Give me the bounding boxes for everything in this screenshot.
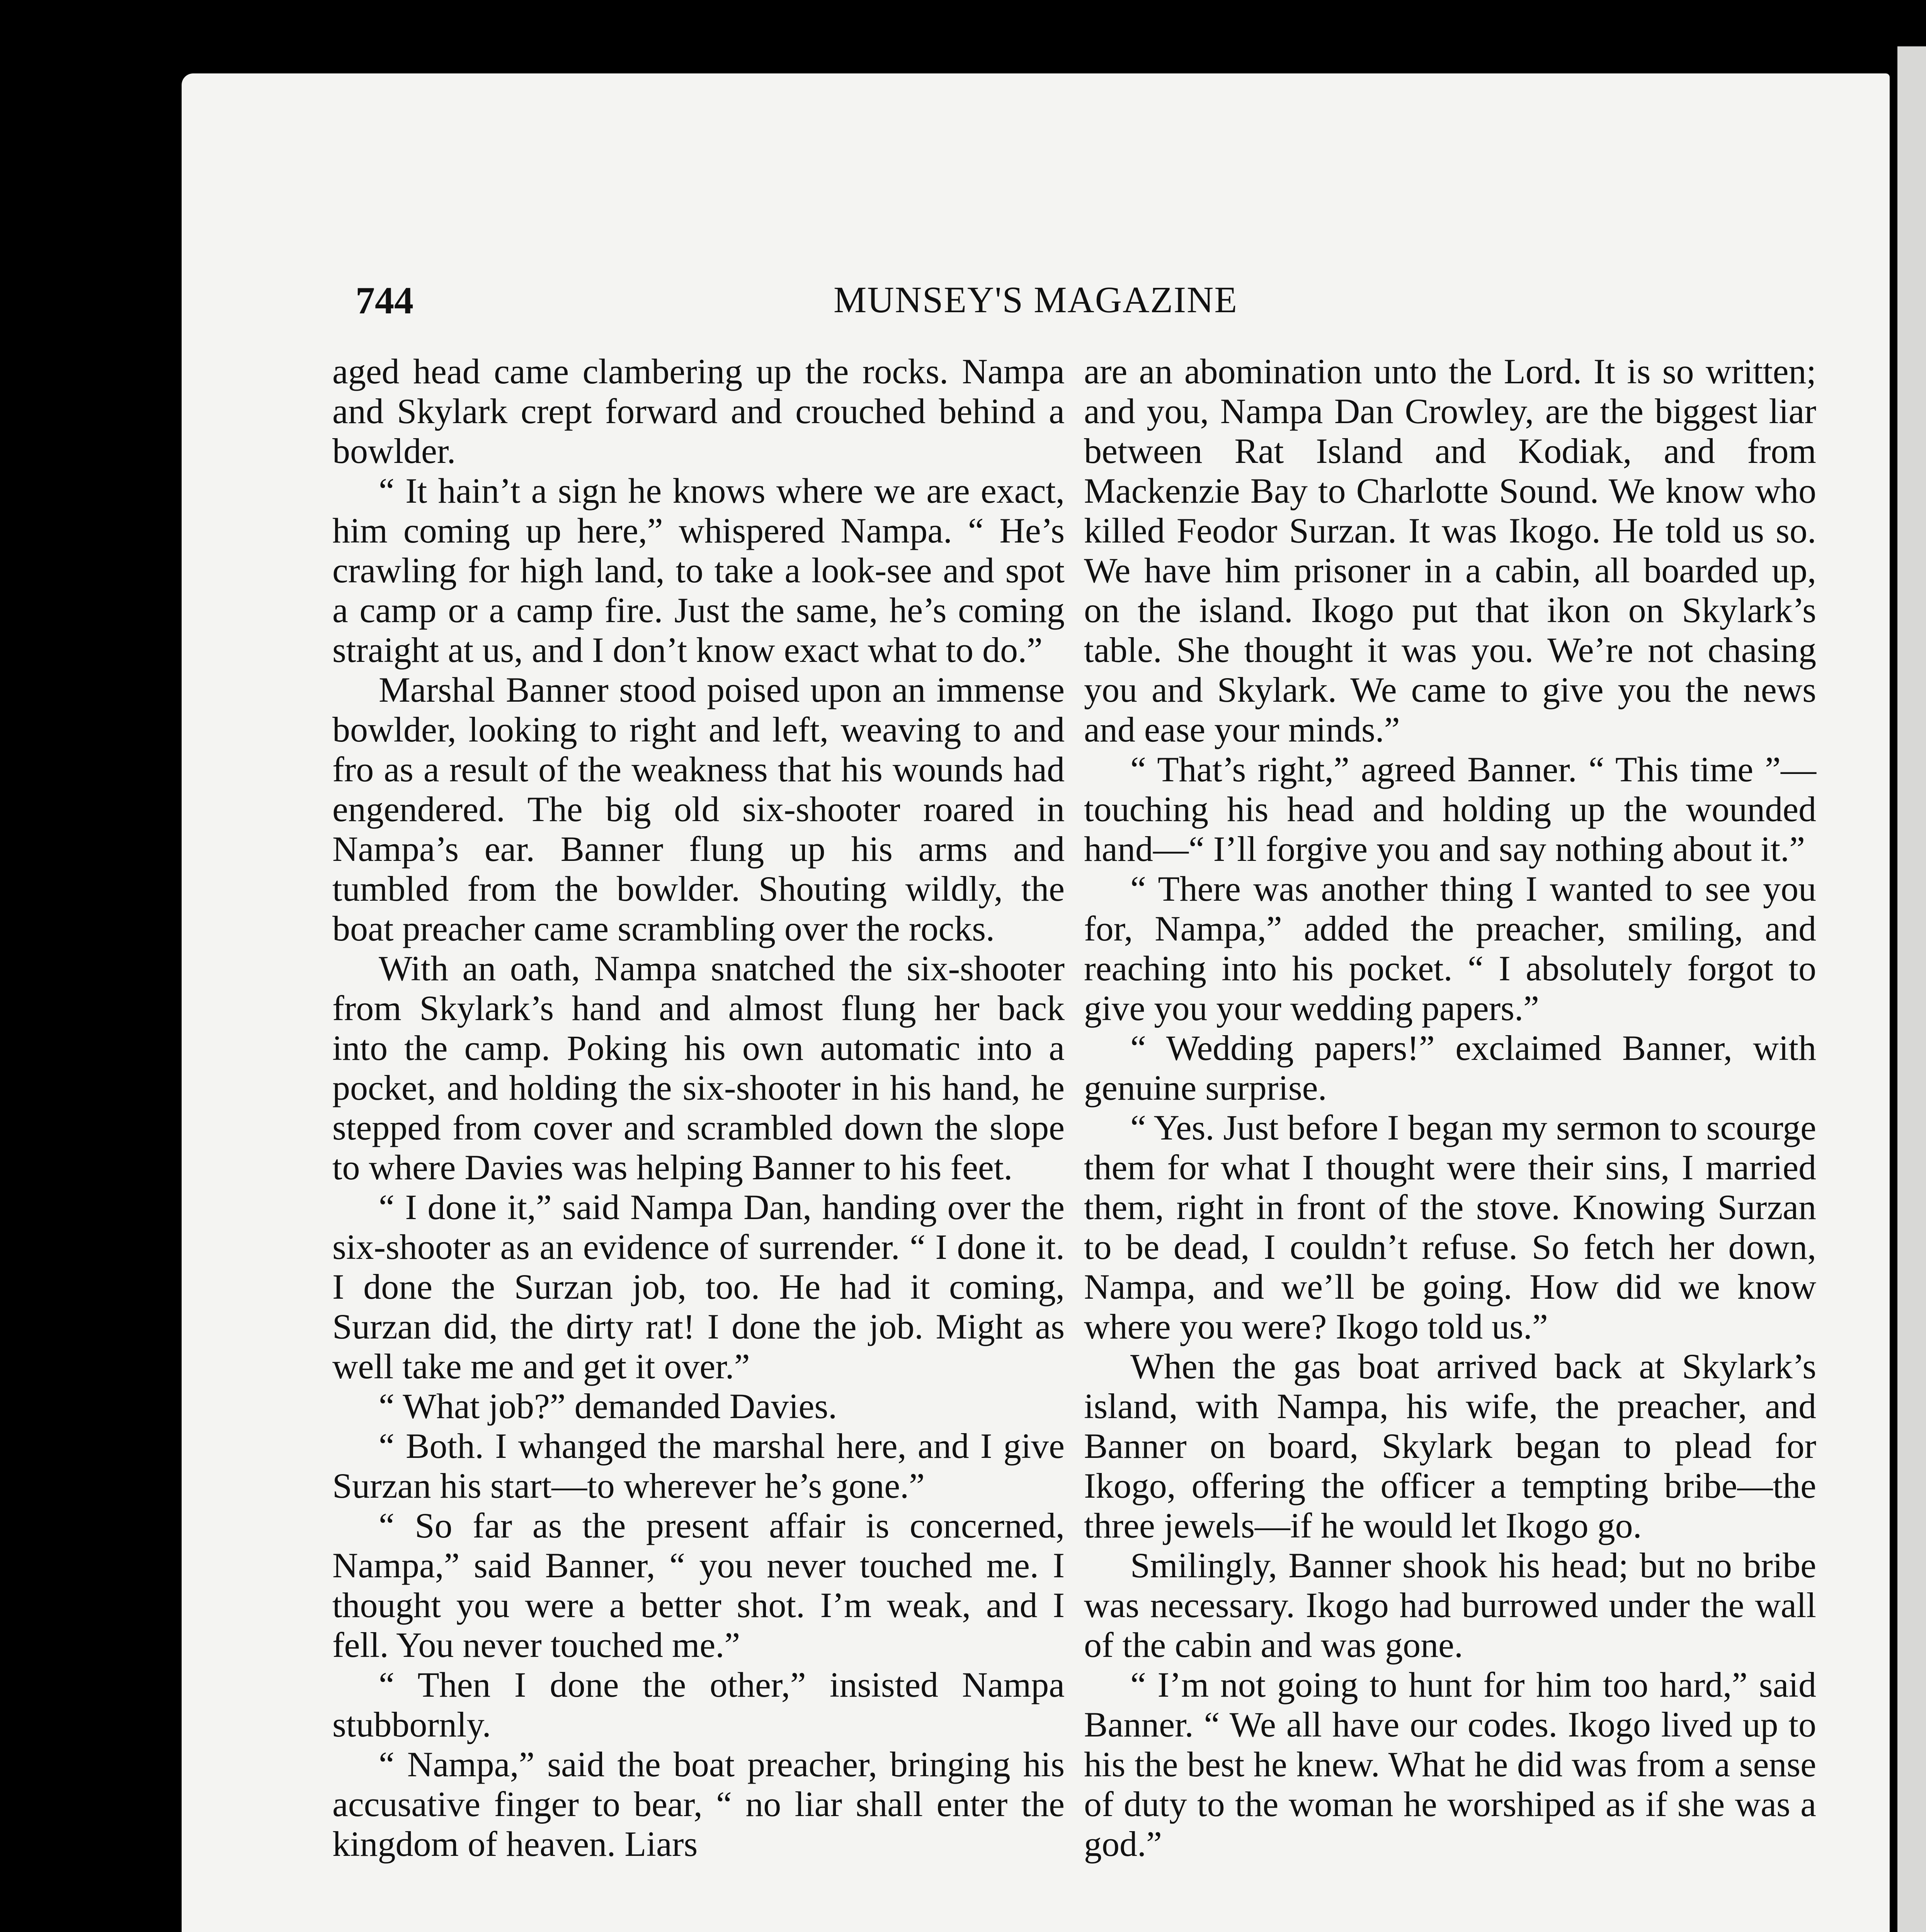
paragraph: With an oath, Nampa snatched the six-shooter from Skylark’s hand and almost flung her back into the camp. Poking his own automatic into a pocket, and holding the six-shooter in his hand, he stepped from cover and scrambled down the slope to where Davies was helping Banner to his feet.: [332, 949, 1065, 1187]
page-header: [182, 278, 1890, 325]
right-column: [1084, 352, 1816, 1864]
page-number: 744: [356, 279, 413, 322]
paragraph: “ What job?” demanded Davies.: [379, 1386, 837, 1426]
paragraph: “ I’m not going to hunt for him too hard,” said Banner. “ We all have our codes. Ikogo lived up to his the best he knew. What he did was from a sense of duty to the woman he worshiped as if she was a god.”: [1084, 1665, 1816, 1864]
paragraph: “ There was another thing I wanted to see you for, Nampa,” added the preacher, smiling, and reaching into his pocket. “ I absolutely forgot to give you your wedding papers.”: [1084, 869, 1816, 1028]
paragraph: Marshal Banner stood poised upon an immense bowlder, looking to right and left, weaving to and fro as a result of the weakness that his wounds had engendered. The big old six-shooter roared in Nampa’s ear. Banner flung up his arms and tumbled from the bowlder. Shouting wildly, the boat preacher came scrambling over the rocks.: [332, 670, 1065, 948]
paragraph: are an abomination unto the Lord. It is so written; and you, Nampa Dan Crowley, are the biggest liar between Rat Island and Kodiak, and from Mackenzie Bay to Charlotte Sound. We know who killed Feodor Surzan. It was Ikogo. He told us so. We have him prisoner in a cabin, all boarded up, on the island. Ikogo put that ikon on Skylark’s table. She thought it was you. We’re not chasing you and Skylark. We came to give you the news and ease your minds.”: [1084, 352, 1816, 749]
left-column: [332, 352, 1065, 1864]
running-title: MUNSEY'S MAGAZINE: [834, 279, 1238, 320]
paragraph: “ That’s right,” agreed Banner. “ This time ”—touching his head and holding up the wounded hand—“ I’ll forgive you and say nothing about it.”: [1084, 750, 1816, 869]
paragraph: “ Nampa,” said the boat preacher, bringing his accusative finger to bear, “ no liar shall enter the kingdom of heaven. Liars: [332, 1745, 1065, 1864]
paragraph: “ It hain’t a sign he knows where we are exact, him coming up here,” whispered Nampa. “ He’s crawling for high land, to take a look-see and spot a camp or a camp fire. Just the same, he’s coming straight at us, and I don’t know exact what to do.”: [332, 471, 1065, 670]
paragraph: “ Wedding papers!” exclaimed Banner, with genuine surprise.: [1084, 1028, 1816, 1107]
magazine-page: [182, 73, 1890, 1932]
paragraph: “ Yes. Just before I began my sermon to scourge them for what I thought were their sins, I married them, right in front of the stove. Knowing Surzan to be dead, I couldn’t refuse. So fetch her down, Nampa, and we’ll be going. How did we know where you were? Ikogo told us.”: [1084, 1108, 1816, 1346]
paragraph: aged head came clambering up the rocks. Nampa and Skylark crept forward and crouched behind a bowlder.: [332, 352, 1065, 471]
paragraph: “ Then I done the other,” insisted Nampa stubbornly.: [332, 1665, 1065, 1744]
paragraph: When the gas boat arrived back at Skylark’s island, with Nampa, his wife, the preacher, and Banner on board, Skylark began to plead for Ikogo, offering the officer a tempting bribe—the three jewels—if he would let Ikogo go.: [1084, 1347, 1816, 1545]
paragraph: “ So far as the present affair is concerned, Nampa,” said Banner, “ you never touched me. I thought you were a better shot. I’m weak, and I fell. You never touched me.”: [332, 1506, 1065, 1665]
adjacent-page-edge: [1897, 46, 1926, 1932]
paragraph: “ Both. I whanged the marshal here, and I give Surzan his start—to wherever he’s gone.”: [332, 1426, 1065, 1505]
paragraph: Smilingly, Banner shook his head; but no bribe was necessary. Ikogo had burrowed under the wall of the cabin and was gone.: [1084, 1546, 1816, 1665]
paragraph: “ I done it,” said Nampa Dan, handing over the six-shooter as an evidence of surrender. “ I done it. I done the Surzan job, too. He had it coming, Surzan did, the dirty rat! I done the job. Might as well take me and get it over.”: [332, 1187, 1065, 1386]
